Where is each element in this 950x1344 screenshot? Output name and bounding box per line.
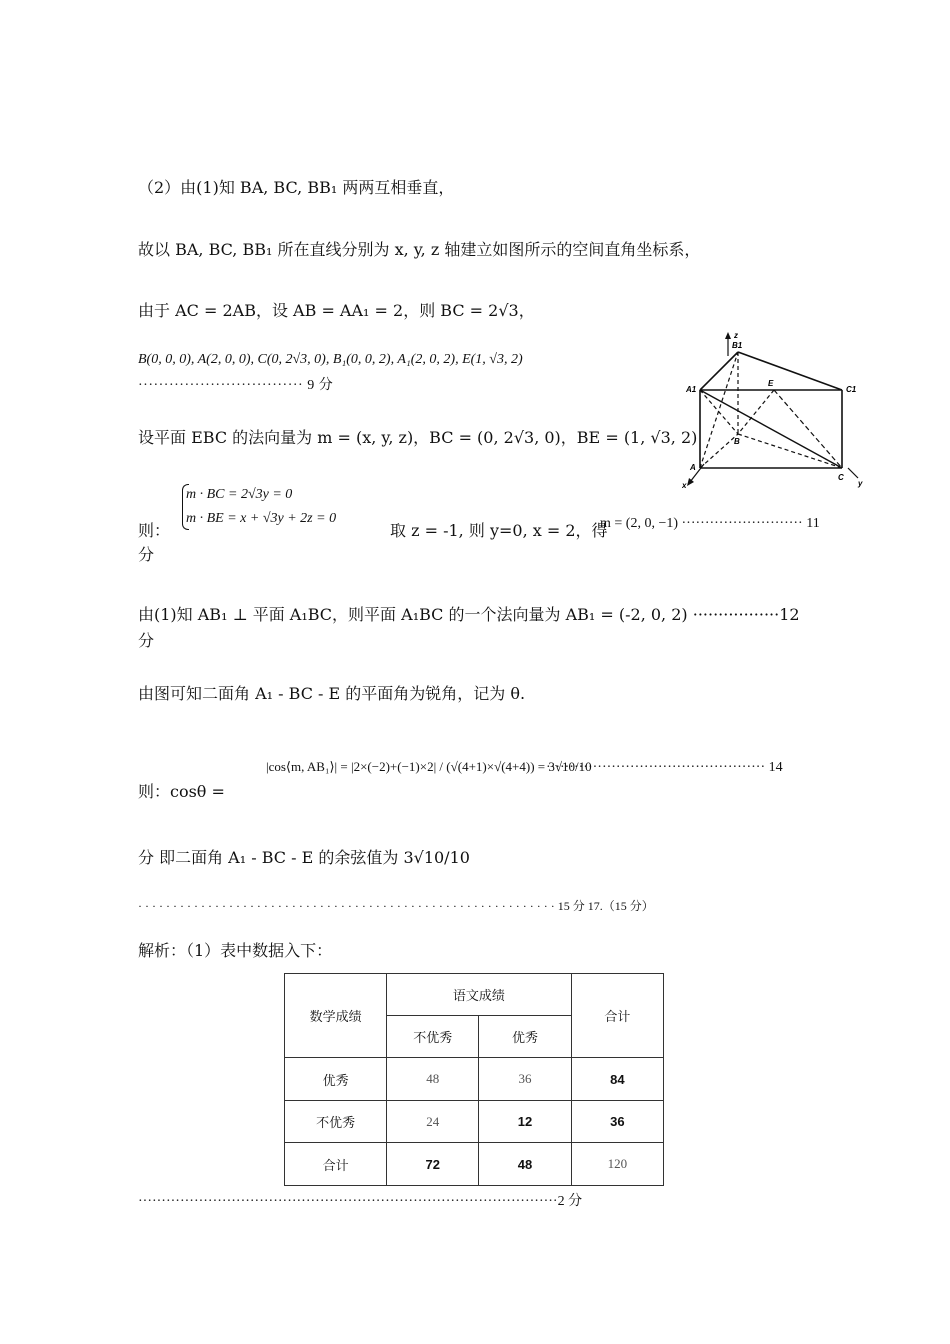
cell-b: 12 bbox=[479, 1101, 571, 1143]
cell-total: 84 bbox=[571, 1058, 663, 1101]
table-row bbox=[285, 1101, 664, 1143]
text-line-3 bbox=[138, 301, 535, 321]
score-line-14 bbox=[546, 758, 783, 778]
label-x: x bbox=[682, 481, 687, 490]
text-line-1 bbox=[138, 178, 454, 198]
header-math: 数学成绩 bbox=[285, 974, 387, 1058]
data-table bbox=[284, 973, 664, 1186]
score-14-text: ··············································· 14 bbox=[546, 760, 783, 775]
fen-11 bbox=[138, 545, 154, 565]
prism-figure bbox=[682, 326, 868, 490]
line-2-text: 故以 BA, BC, BB₁ 所在直线分别为 x, y, z 轴建立如图所示的空间直角坐标系， bbox=[138, 240, 701, 259]
analysis-text: 解析：（1）表中数据入下： bbox=[138, 941, 333, 960]
line-1-text: （2）由(1)知 BA, BC, BB₁ 两两互相垂直， bbox=[138, 178, 455, 197]
cell-total: 120 bbox=[571, 1143, 663, 1186]
score-line-11 bbox=[600, 514, 820, 534]
header-total: 合计 bbox=[571, 974, 663, 1058]
cell-a: 48 bbox=[387, 1058, 479, 1101]
label-a1: A1 bbox=[686, 385, 697, 394]
cos-formula bbox=[266, 757, 592, 777]
label-e: E bbox=[768, 379, 774, 388]
y-axis bbox=[848, 468, 858, 478]
choose-z-text: 取 z = -1, 则 y=0, x = 2，得 bbox=[390, 521, 608, 540]
coordinates-text: B(0, 0, 0), A(2, 0, 0), C(0, 2√3, 0), B₁(0, 0, 2), A₁(2, 0, 2), E(1, √3, 2) bbox=[138, 352, 523, 367]
edge-b1-c1 bbox=[738, 352, 842, 390]
cosine-value-text: 分 即二面角 A₁ - BC - E 的余弦值为 3√10/10 bbox=[138, 848, 470, 867]
score-line-2 bbox=[138, 1192, 842, 1212]
cos-label bbox=[138, 782, 225, 802]
normal-vector-line bbox=[138, 428, 697, 448]
score-line-15 bbox=[138, 896, 838, 916]
row-label: 优秀 bbox=[285, 1058, 387, 1101]
label-y: y bbox=[858, 479, 863, 488]
label-c1: C1 bbox=[846, 385, 857, 394]
cell-a: 72 bbox=[387, 1143, 479, 1186]
coordinates-line bbox=[138, 350, 523, 370]
table-row bbox=[285, 1058, 664, 1101]
cell-a: 24 bbox=[387, 1101, 479, 1143]
dihedral-line bbox=[138, 684, 525, 704]
system-eq-2-text: m · BE = x + √3y + 2z = 0 bbox=[186, 511, 337, 526]
text-line-2 bbox=[138, 240, 700, 260]
label-c: C bbox=[838, 473, 844, 482]
score-line-9 bbox=[138, 376, 333, 396]
fen-12-text: 分 bbox=[138, 631, 155, 650]
header-not-excellent: 不优秀 bbox=[387, 1016, 479, 1058]
z-arrow bbox=[725, 332, 731, 339]
edge-b1-a1 bbox=[700, 352, 738, 390]
table-row bbox=[285, 1143, 664, 1186]
header-chinese: 语文成绩 bbox=[387, 974, 572, 1016]
row-label: 不优秀 bbox=[285, 1101, 387, 1143]
label-a: A bbox=[690, 463, 696, 472]
line-3-text: 由于 AC = 2AB，设 AB = AA₁ = 2，则 BC = 2√3， bbox=[138, 301, 535, 320]
line-a1-b bbox=[700, 390, 738, 434]
choose-z-line bbox=[390, 521, 608, 541]
row-label: 合计 bbox=[285, 1143, 387, 1186]
score-15-text: · · · · · · · · · · · · · · · · · · · · · · · · · · · · · · · · · · · · · · · · · · · · · · · · · · · · · · · · · · · · 15 分 17.（15 分） bbox=[138, 899, 654, 913]
dihedral-text: 由图可知二面角 A₁ - BC - E 的平面角为锐角，记为 θ. bbox=[138, 684, 526, 703]
system-eq-2 bbox=[186, 508, 336, 529]
system-brace bbox=[182, 484, 189, 530]
label-b: B bbox=[734, 437, 740, 446]
normal-vector-text: 设平面 EBC 的法向量为 m = (x, y, z)，BC = (0, 2√3, 0)，BE = (1, √3, 2) bbox=[138, 428, 698, 447]
label-z: z bbox=[734, 331, 738, 340]
system-eq-1-text: m · BC = 2√3y = 0 bbox=[186, 487, 293, 502]
cosine-value-line bbox=[138, 848, 470, 868]
cos-label-text: 则：cosθ = bbox=[138, 782, 225, 801]
ab1-normal-text: 由(1)知 AB₁ ⊥ 平面 A₁BC，则平面 A₁BC 的一个法向量为 AB₁ = (-2, 0, 2) ·················12 bbox=[138, 605, 800, 624]
label-b1: B1 bbox=[732, 341, 743, 350]
analysis-line bbox=[138, 941, 332, 961]
line-a-b1 bbox=[700, 352, 738, 468]
score-2-text: ··························································································2 分 bbox=[138, 1194, 583, 1209]
then-text: 则： bbox=[138, 521, 171, 540]
score-9-text: ································ 9 分 bbox=[138, 378, 334, 393]
fen-12 bbox=[138, 631, 154, 651]
then-label bbox=[138, 521, 170, 541]
cell-total: 36 bbox=[571, 1101, 663, 1143]
cell-b: 36 bbox=[479, 1058, 571, 1101]
line-a1-c bbox=[700, 390, 842, 468]
system-eq-1 bbox=[186, 484, 292, 505]
fen-11-text: 分 bbox=[138, 545, 155, 564]
score-11-text: m = (2, 0, −1) ·························· 11 bbox=[600, 516, 820, 531]
cos-formula-text: |cos⟨m, AB₁⟩| = |2×(−2)+(−1)×2| / (√(4+1)×√(4+4)) = 3√10/10 bbox=[266, 759, 592, 774]
header-excellent: 优秀 bbox=[479, 1016, 571, 1058]
x-arrow bbox=[687, 478, 694, 486]
ab1-normal-line bbox=[138, 605, 800, 625]
cell-b: 48 bbox=[479, 1143, 571, 1186]
